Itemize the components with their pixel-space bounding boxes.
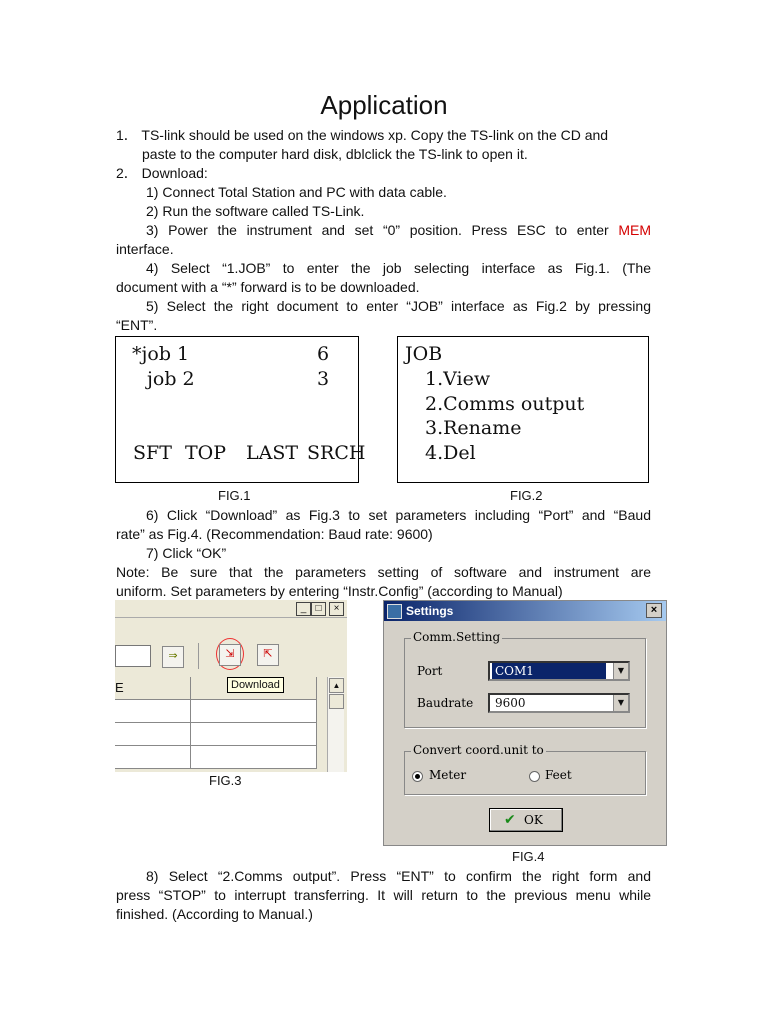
settings-dialog <box>383 600 667 846</box>
open-folder-icon[interactable]: ⇒ <box>162 646 184 668</box>
step-8-line-1: 8) Select “2.Comms output”. Press “ENT” to confirm the right form and <box>146 868 651 884</box>
fig1-softkey-last: LAST <box>246 442 299 464</box>
ok-button[interactable] <box>489 808 563 832</box>
page-title: Application <box>320 90 448 120</box>
fig3-caption: FIG.3 <box>209 773 242 788</box>
vertical-scrollbar[interactable] <box>327 677 344 772</box>
fig1-caption: FIG.1 <box>218 488 251 503</box>
app-icon <box>387 604 402 619</box>
convert-coord-label: Convert coord.unit to <box>413 743 544 757</box>
step-3-text: 3) Power the instrument and set “0” position. Press ESC to enter <box>146 222 619 238</box>
fig3-window-crop <box>115 600 347 772</box>
ok-label: OK <box>524 813 543 827</box>
feet-label: Feet <box>545 768 572 782</box>
fig1-softkey-sft: SFT <box>133 442 172 464</box>
step-5-line-2: “ENT”. <box>116 317 158 333</box>
note-line-1: Note: Be sure that the parameters setting of software and instrument are <box>116 564 651 580</box>
port-select[interactable] <box>488 661 630 681</box>
table-cell[interactable] <box>115 746 191 769</box>
step-4-line-1: 4) Select “1.JOB” to enter the job selecting interface as Fig.1. (The <box>146 260 651 276</box>
feet-radio[interactable] <box>529 771 540 782</box>
baudrate-value: 9600 <box>495 696 526 710</box>
fig1-softkey-top: TOP <box>185 442 227 464</box>
item-2-heading: 2． Download: <box>116 165 208 181</box>
minimize-button[interactable]: _ <box>296 602 311 616</box>
fig1-softkey-srch: SRCH <box>307 442 366 464</box>
chevron-down-icon[interactable]: ▼ <box>613 663 628 679</box>
meter-label: Meter <box>429 768 467 782</box>
step-7: 7) Click “OK” <box>146 545 227 561</box>
fig1-row1-value: 6 <box>317 343 330 365</box>
fig2-menu-comms-output: 2.Comms output <box>425 393 585 415</box>
download-tooltip: Download <box>227 677 284 693</box>
comm-setting-group <box>404 630 646 728</box>
note-line-2: uniform. Set parameters by entering “Instr.Config” (according to Manual) <box>116 583 563 599</box>
step-6-line-2: rate” as Fig.4. (Recommendation: Baud rate: 9600) <box>116 526 433 542</box>
step-3-line-2: interface. <box>116 241 174 257</box>
table-cell[interactable] <box>115 700 191 723</box>
path-input[interactable] <box>115 645 151 667</box>
step-4-line-2: document with a “*” forward is to be downloaded. <box>116 279 420 295</box>
item-1-line-1: 1． TS-link should be used on the windows xp. Copy the TS-link on the CD and <box>116 127 609 143</box>
table-cell[interactable] <box>191 723 317 746</box>
dialog-close-button[interactable]: × <box>646 603 662 618</box>
port-value: COM1 <box>492 663 606 679</box>
step-8-line-3: finished. (According to Manual.) <box>116 906 313 922</box>
step-1: 1) Connect Total Station and PC with data cable. <box>146 184 447 200</box>
fig1-row1-name: *job 1 <box>132 343 190 365</box>
step-3-line-1 <box>146 221 651 240</box>
baudrate-label: Baudrate <box>417 696 474 710</box>
item-1-line-2: paste to the computer hard disk, dblclick the TS-link to open it. <box>142 146 528 162</box>
upload-icon[interactable]: ⇱ <box>257 644 279 666</box>
comm-setting-label: Comm.Setting <box>413 630 501 644</box>
step-8-line-2: press “STOP” to interrupt transferring. It will return to the previous menu while <box>116 887 651 903</box>
fig1-row2-value: 3 <box>317 368 330 390</box>
dialog-title: Settings <box>406 604 454 618</box>
fig2-menu-del: 4.Del <box>425 442 476 464</box>
step-5-line-1: 5) Select the right document to enter “JOB” interface as Fig.2 by pressing <box>146 298 651 314</box>
fig2-header: JOB <box>405 343 443 365</box>
fig1-lcd-screen <box>115 336 366 483</box>
fig1-row2-name: job 2 <box>147 368 195 390</box>
port-label: Port <box>417 664 443 678</box>
baudrate-select[interactable] <box>488 693 630 713</box>
fig2-lcd-screen <box>397 336 649 483</box>
scroll-up-icon[interactable]: ▲ <box>329 678 344 693</box>
check-icon: ✔ <box>504 811 516 827</box>
table-cell[interactable] <box>191 746 317 769</box>
table-cell[interactable] <box>115 723 191 746</box>
step-2: 2) Run the software called TS-Link. <box>146 203 365 219</box>
download-icon[interactable]: ⇲ <box>219 644 241 666</box>
fig2-menu-view: 1.View <box>425 368 491 390</box>
step-6-line-1: 6) Click “Download” as Fig.3 to set parameters including “Port” and “Baud <box>146 507 651 523</box>
fig2-menu-rename: 3.Rename <box>425 417 522 439</box>
meter-radio[interactable] <box>412 771 423 782</box>
fig2-caption: FIG.2 <box>510 488 543 503</box>
fig4-caption: FIG.4 <box>512 849 545 864</box>
maximize-button[interactable]: □ <box>311 602 326 616</box>
close-button[interactable]: × <box>329 602 344 616</box>
column-header[interactable]: E <box>115 677 191 700</box>
table-cell[interactable] <box>191 700 317 723</box>
scroll-thumb[interactable] <box>329 694 344 709</box>
chevron-down-icon[interactable]: ▼ <box>613 695 628 711</box>
mem-highlight: MEM <box>618 222 651 238</box>
dialog-title-bar <box>384 601 666 621</box>
